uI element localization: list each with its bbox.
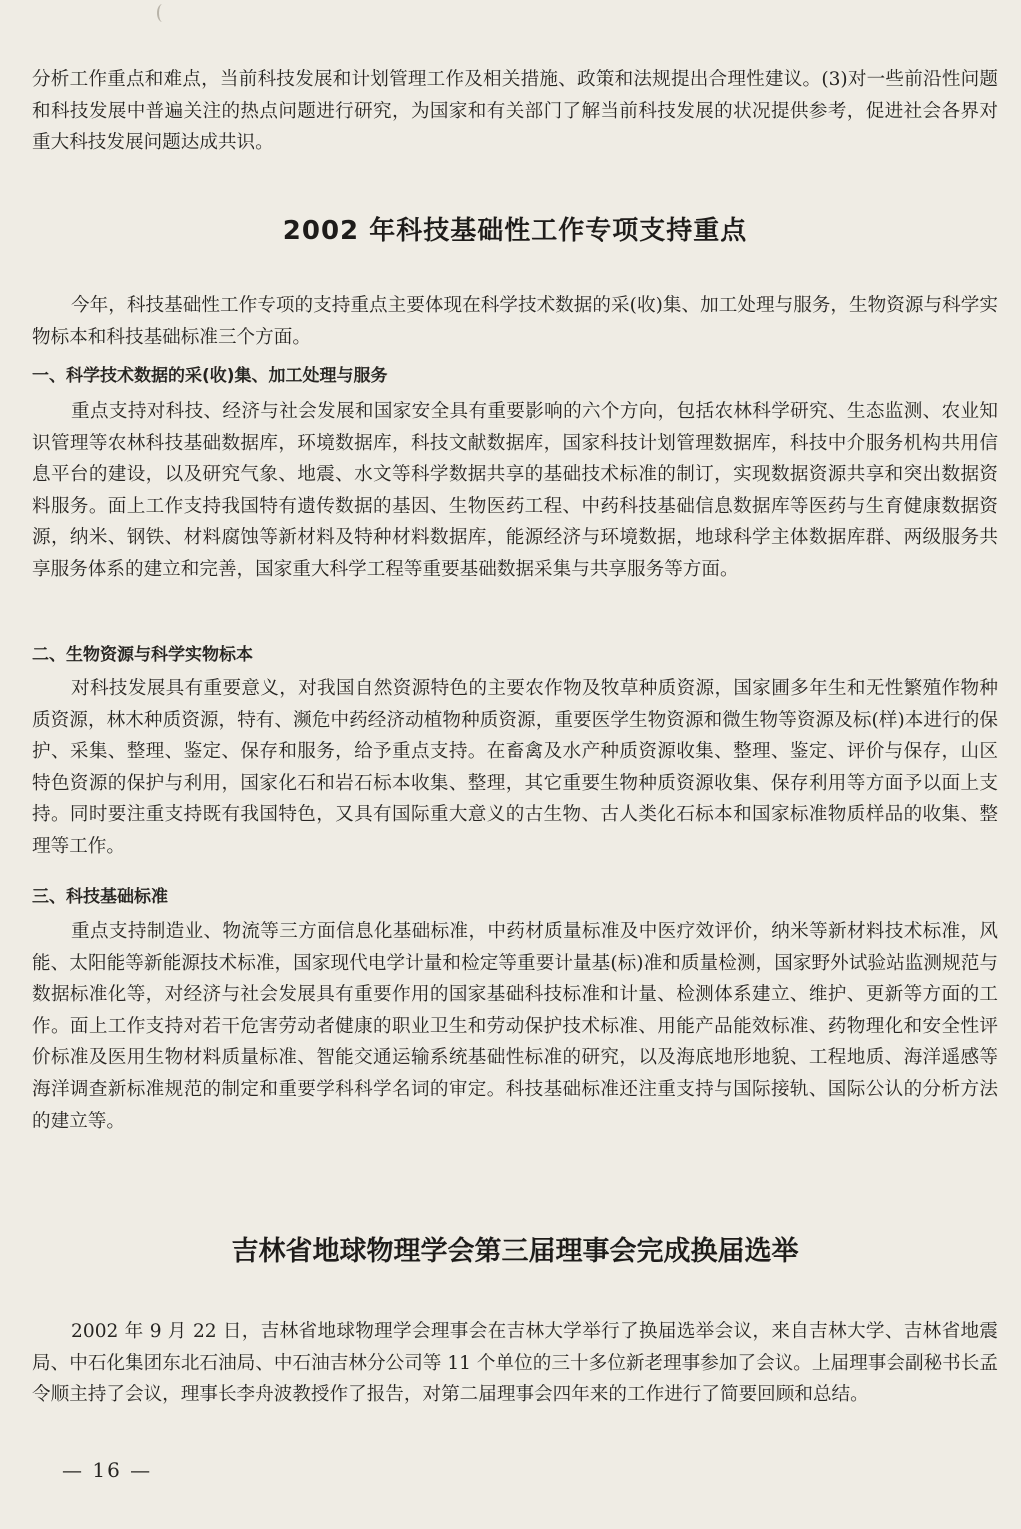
section-1-heading: 一、科学技术数据的采(收)集、加工处理与服务 [32, 366, 388, 386]
section-1-body: 重点支持对科技、经济与社会发展和国家安全具有重要影响的六个方向，包括农林科学研究、生态监测、农业知识管理等农林科技基础数据库，环境数据库，科技文献数据库，国家科技计划管理数据库，科技中介服务机构共用信息平台的建设，以及研究气象、地震、水文等科学数据共享的基础技术标准的制订，实现数据资源共享和突出数据资料服务。面上工作支持我国特有遗传数据的基因、生物医药工程、中药科技基础信息数据库等医药与生育健康数据资源，纳米、钢铁、材料腐蚀等新材料及特种材料数据库，能源经济与环境数据，地球科学主体数据库群、两级服务共享服务体系的建立和完善，国家重大科学工程等重要基础数据采集与共享服务等方面。 [32, 401, 998, 580]
intro-continuation: 分析工作重点和难点，当前科技发展和计划管理工作及相关措施、政策和法规提出合理性建议。(3)对一些前沿性问题和科技发展中普遍关注的热点问题进行研究，为国家和有关部门了解当前科技发展的状况提供参考，促进社会各界对重大科技发展问题达成共识。 [32, 69, 998, 154]
scan-mark [157, 4, 168, 22]
article-1-lead: 今年，科技基础性工作专项的支持重点主要体现在科学技术数据的采(收)集、加工处理与服务，生物资源与科学实物标本和科技基础标准三个方面。 [32, 295, 998, 348]
article-2-body: 2002 年 9 月 22 日，吉林省地球物理学会理事会在吉林大学举行了换届选举会议，来自吉林大学、吉林省地震局、中石化集团东北石油局、中石油吉林分公司等 11 个单位的三十多位新老理事参加了会议。上届理事会副秘书长孟令顺主持了会议，理事长李舟波教授作了报告，对第二届理事会四年来的工作进行了简要回顾和总结。 [32, 1321, 998, 1406]
article-1-title: 2002 年科技基础性工作专项支持重点 [282, 216, 748, 246]
section-3-body: 重点支持制造业、物流等三方面信息化基础标准，中药材质量标准及中医疗效评价，纳米等新材料技术标准，风能、太阳能等新能源技术标准，国家现代电学计量和检定等重要计量基(标)准和质量检测，国家野外试验站监测规范与数据标准化等，对经济与社会发展具有重要作用的国家基础科技标准和计量、检测体系建立、维护、更新等方面的工作。面上工作支持对若干危害劳动者健康的职业卫生和劳动保护技术标准、用能产品能效标准、药物理化和安全性评价标准及医用生物材料质量标准、智能交通运输系统基础性标准的研究，以及海底地形地貌、工程地质、海洋遥感等海洋调查新标准规范的制定和重要学科科学名词的审定。科技基础标准还注重支持与国际接轨、国际公认的分析方法的建立等。 [32, 921, 998, 1132]
section-3-heading: 三、科技基础标准 [32, 887, 168, 907]
page-number: — 16 — [62, 1458, 153, 1482]
article-2-title: 吉林省地球物理学会第三届理事会完成换届选举 [231, 1236, 799, 1267]
section-2-heading: 二、生物资源与科学实物标本 [32, 645, 253, 665]
section-2-body: 对科技发展具有重要意义，对我国自然资源特色的主要农作物及牧草种质资源，国家圃多年生和无性繁殖作物种质资源，林木种质资源，特有、濒危中药经济动植物种质资源，重要医学生物资源和微生物等资源及标(样)本进行的保护、采集、整理、鉴定、保存和服务，给予重点支持。在畜禽及水产种质资源收集、整理、鉴定、评价与保存，山区特色资源的保护与利用，国家化石和岩石标本收集、整理，其它重要生物种质资源收集、保存利用等方面予以面上支持。同时要注重支持既有我国特色，又具有国际重大意义的古生物、古人类化石标本和国家标准物质样品的收集、整理等工作。 [32, 678, 998, 857]
